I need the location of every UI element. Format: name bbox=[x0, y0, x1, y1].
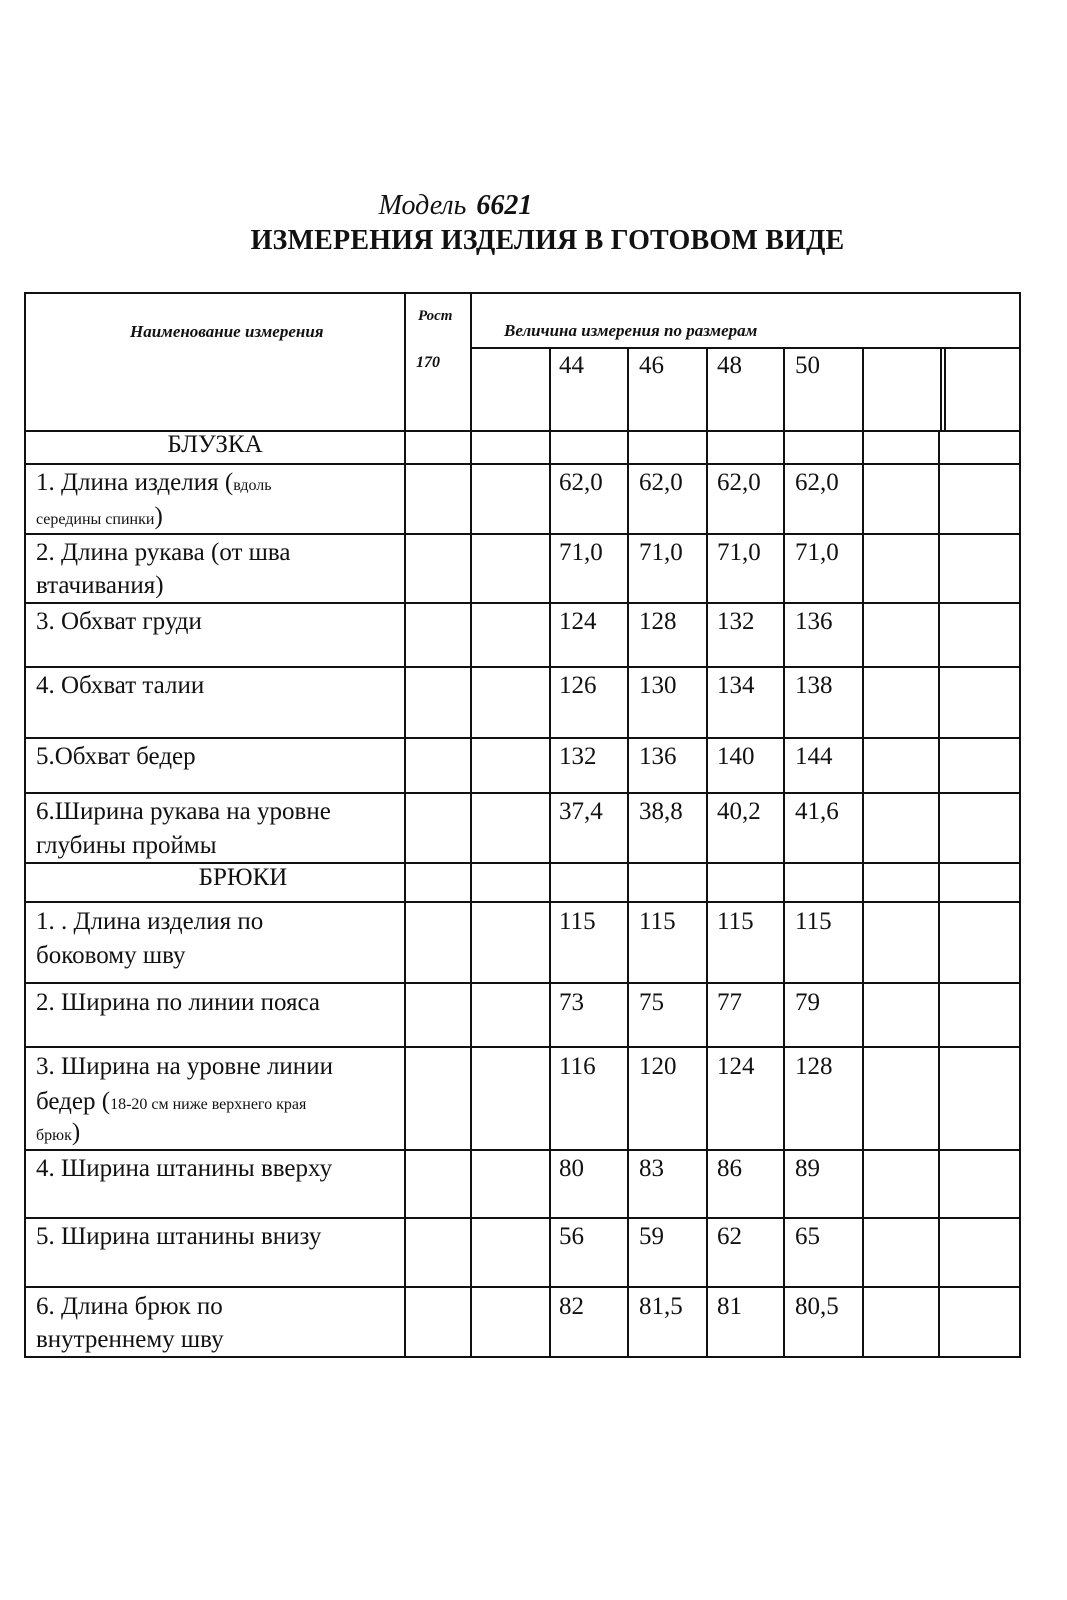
cell-value: 37,4 bbox=[559, 798, 603, 825]
row-line bbox=[24, 792, 1021, 794]
row-line bbox=[24, 737, 1021, 739]
cell-value: 62,0 bbox=[795, 469, 839, 496]
cell-value: 79 bbox=[795, 989, 820, 1016]
size-label: 50 bbox=[795, 352, 820, 379]
cell-value: 62,0 bbox=[717, 469, 761, 496]
row-name-line2: втачивания) bbox=[36, 572, 164, 599]
cell-value: 128 bbox=[795, 1053, 833, 1080]
row-name-note: вдоль bbox=[233, 477, 272, 494]
size-col-divider bbox=[862, 347, 864, 1358]
col-name-header: Наименование измерения bbox=[130, 322, 324, 341]
cell-value: 126 bbox=[559, 672, 597, 699]
cell-value: 144 bbox=[795, 743, 833, 770]
cell-value: 115 bbox=[559, 908, 596, 935]
size-label: 44 bbox=[559, 352, 584, 379]
row-name-line2: боковому шву bbox=[36, 942, 186, 969]
cell-value: 77 bbox=[717, 989, 742, 1016]
row-name: 3. Обхват груди bbox=[36, 608, 202, 635]
cell-value: 124 bbox=[717, 1053, 755, 1080]
row-name-note: брюк bbox=[36, 1127, 72, 1144]
row-line bbox=[24, 602, 1021, 604]
cell-value: 73 bbox=[559, 989, 584, 1016]
cell-value: 82 bbox=[559, 1293, 584, 1320]
cell-value: 56 bbox=[559, 1223, 584, 1250]
cell-value: 62 bbox=[717, 1223, 742, 1250]
cell-value: 38,8 bbox=[639, 798, 683, 825]
row-name-line2: внутреннему шву bbox=[36, 1326, 224, 1353]
cell-value: 115 bbox=[717, 908, 754, 935]
cell-value: 41,6 bbox=[795, 798, 839, 825]
size-label: 48 bbox=[717, 352, 742, 379]
cell-value: 80 bbox=[559, 1155, 584, 1182]
table-border-bottom bbox=[24, 1356, 1021, 1358]
height-col-divider bbox=[470, 292, 472, 1358]
cell-value: 136 bbox=[639, 743, 677, 770]
table-border-top bbox=[24, 292, 1021, 294]
cell-value: 71,0 bbox=[639, 539, 683, 566]
cell-value: 116 bbox=[559, 1053, 596, 1080]
section-title: БРЮКИ bbox=[198, 864, 288, 891]
cell-value: 62,0 bbox=[639, 469, 683, 496]
cell-value: 81,5 bbox=[639, 1293, 683, 1320]
name-col-divider bbox=[404, 292, 406, 1358]
row-name-line3 bbox=[36, 1116, 80, 1152]
row-name-line2: глубины проймы bbox=[36, 832, 217, 859]
cell-value: 71,0 bbox=[559, 539, 603, 566]
size-col-divider bbox=[549, 347, 551, 1358]
size-label: 46 bbox=[639, 352, 664, 379]
row-line bbox=[24, 1046, 1021, 1048]
cell-value: 83 bbox=[639, 1155, 664, 1182]
row-line bbox=[24, 533, 1021, 535]
size-col-divider bbox=[944, 347, 946, 430]
cell-value: 86 bbox=[717, 1155, 742, 1182]
cell-value: 71,0 bbox=[717, 539, 761, 566]
row-name-note: 18-20 см ниже верхнего края bbox=[110, 1096, 307, 1113]
cell-value: 89 bbox=[795, 1155, 820, 1182]
row-line bbox=[24, 901, 1021, 903]
row-name-text: бедер ( bbox=[36, 1088, 111, 1115]
table-border-right bbox=[1019, 292, 1021, 1358]
cell-value: 128 bbox=[639, 608, 677, 635]
row-line bbox=[24, 1286, 1021, 1288]
cell-value: 138 bbox=[795, 672, 833, 699]
cell-value: 62,0 bbox=[559, 469, 603, 496]
cell-value: 132 bbox=[559, 743, 597, 770]
row-name: 2. Ширина по линии пояса bbox=[36, 989, 320, 1016]
row-name-tail: ) bbox=[154, 503, 163, 530]
cell-value: 115 bbox=[639, 908, 676, 935]
cell-value: 140 bbox=[717, 743, 755, 770]
section-title: БЛУЗКА bbox=[167, 431, 263, 458]
cell-value: 134 bbox=[717, 672, 755, 699]
height-value: 170 bbox=[416, 354, 440, 371]
model-label: Модель bbox=[378, 190, 467, 221]
cell-value: 120 bbox=[639, 1053, 677, 1080]
row-name-note: середины спинки bbox=[36, 511, 155, 528]
page-title-text: ИЗМЕРЕНИЯ ИЗДЕЛИЯ В ГОТОВОМ ВИДЕ bbox=[250, 225, 845, 256]
cell-value: 71,0 bbox=[795, 539, 839, 566]
row-line bbox=[24, 1149, 1021, 1151]
cell-value: 124 bbox=[559, 608, 597, 635]
row-line bbox=[24, 1217, 1021, 1219]
cell-value: 136 bbox=[795, 608, 833, 635]
col-height-header: Рост bbox=[418, 308, 453, 324]
cell-value: 75 bbox=[639, 989, 664, 1016]
col-sizes-header: Величина измерения по размерам bbox=[504, 321, 758, 340]
row-line bbox=[24, 463, 1021, 465]
size-col-divider bbox=[783, 347, 785, 1358]
row-name-line2 bbox=[36, 500, 163, 536]
cell-value: 132 bbox=[717, 608, 755, 635]
cell-value: 59 bbox=[639, 1223, 664, 1250]
row-name: 1. . Длина изделия по bbox=[36, 908, 264, 935]
cell-value: 80,5 bbox=[795, 1293, 839, 1320]
row-name: 6. Длина брюк по bbox=[36, 1293, 223, 1320]
row-name: 4. Обхват талии bbox=[36, 672, 205, 699]
cell-value: 65 bbox=[795, 1223, 820, 1250]
row-name: 5.Обхват бедер bbox=[36, 743, 196, 770]
row-name: 6.Ширина рукава на уровне bbox=[36, 798, 331, 825]
row-line bbox=[24, 982, 1021, 984]
size-col-divider bbox=[706, 347, 708, 1358]
row-name: 4. Ширина штанины вверху bbox=[36, 1155, 333, 1182]
row-name: 2. Длина рукава (от шва bbox=[36, 539, 291, 566]
cell-value: 130 bbox=[639, 672, 677, 699]
model-number: 6621 bbox=[476, 190, 533, 221]
size-col-divider bbox=[627, 347, 629, 1358]
row-name-tail: ) bbox=[71, 1119, 81, 1146]
cell-value: 115 bbox=[795, 908, 832, 935]
sizes-header-divider bbox=[470, 347, 1021, 349]
row-name bbox=[36, 466, 272, 502]
cell-value: 81 bbox=[717, 1293, 742, 1320]
row-name: 5. Ширина штанины внизу bbox=[36, 1223, 322, 1250]
row-line bbox=[24, 666, 1021, 668]
cell-value: 40,2 bbox=[717, 798, 761, 825]
row-name-text: 1. Длина изделия ( bbox=[36, 469, 234, 496]
size-col-divider bbox=[940, 347, 942, 430]
row-name: 3. Ширина на уровне линии bbox=[36, 1053, 333, 1080]
